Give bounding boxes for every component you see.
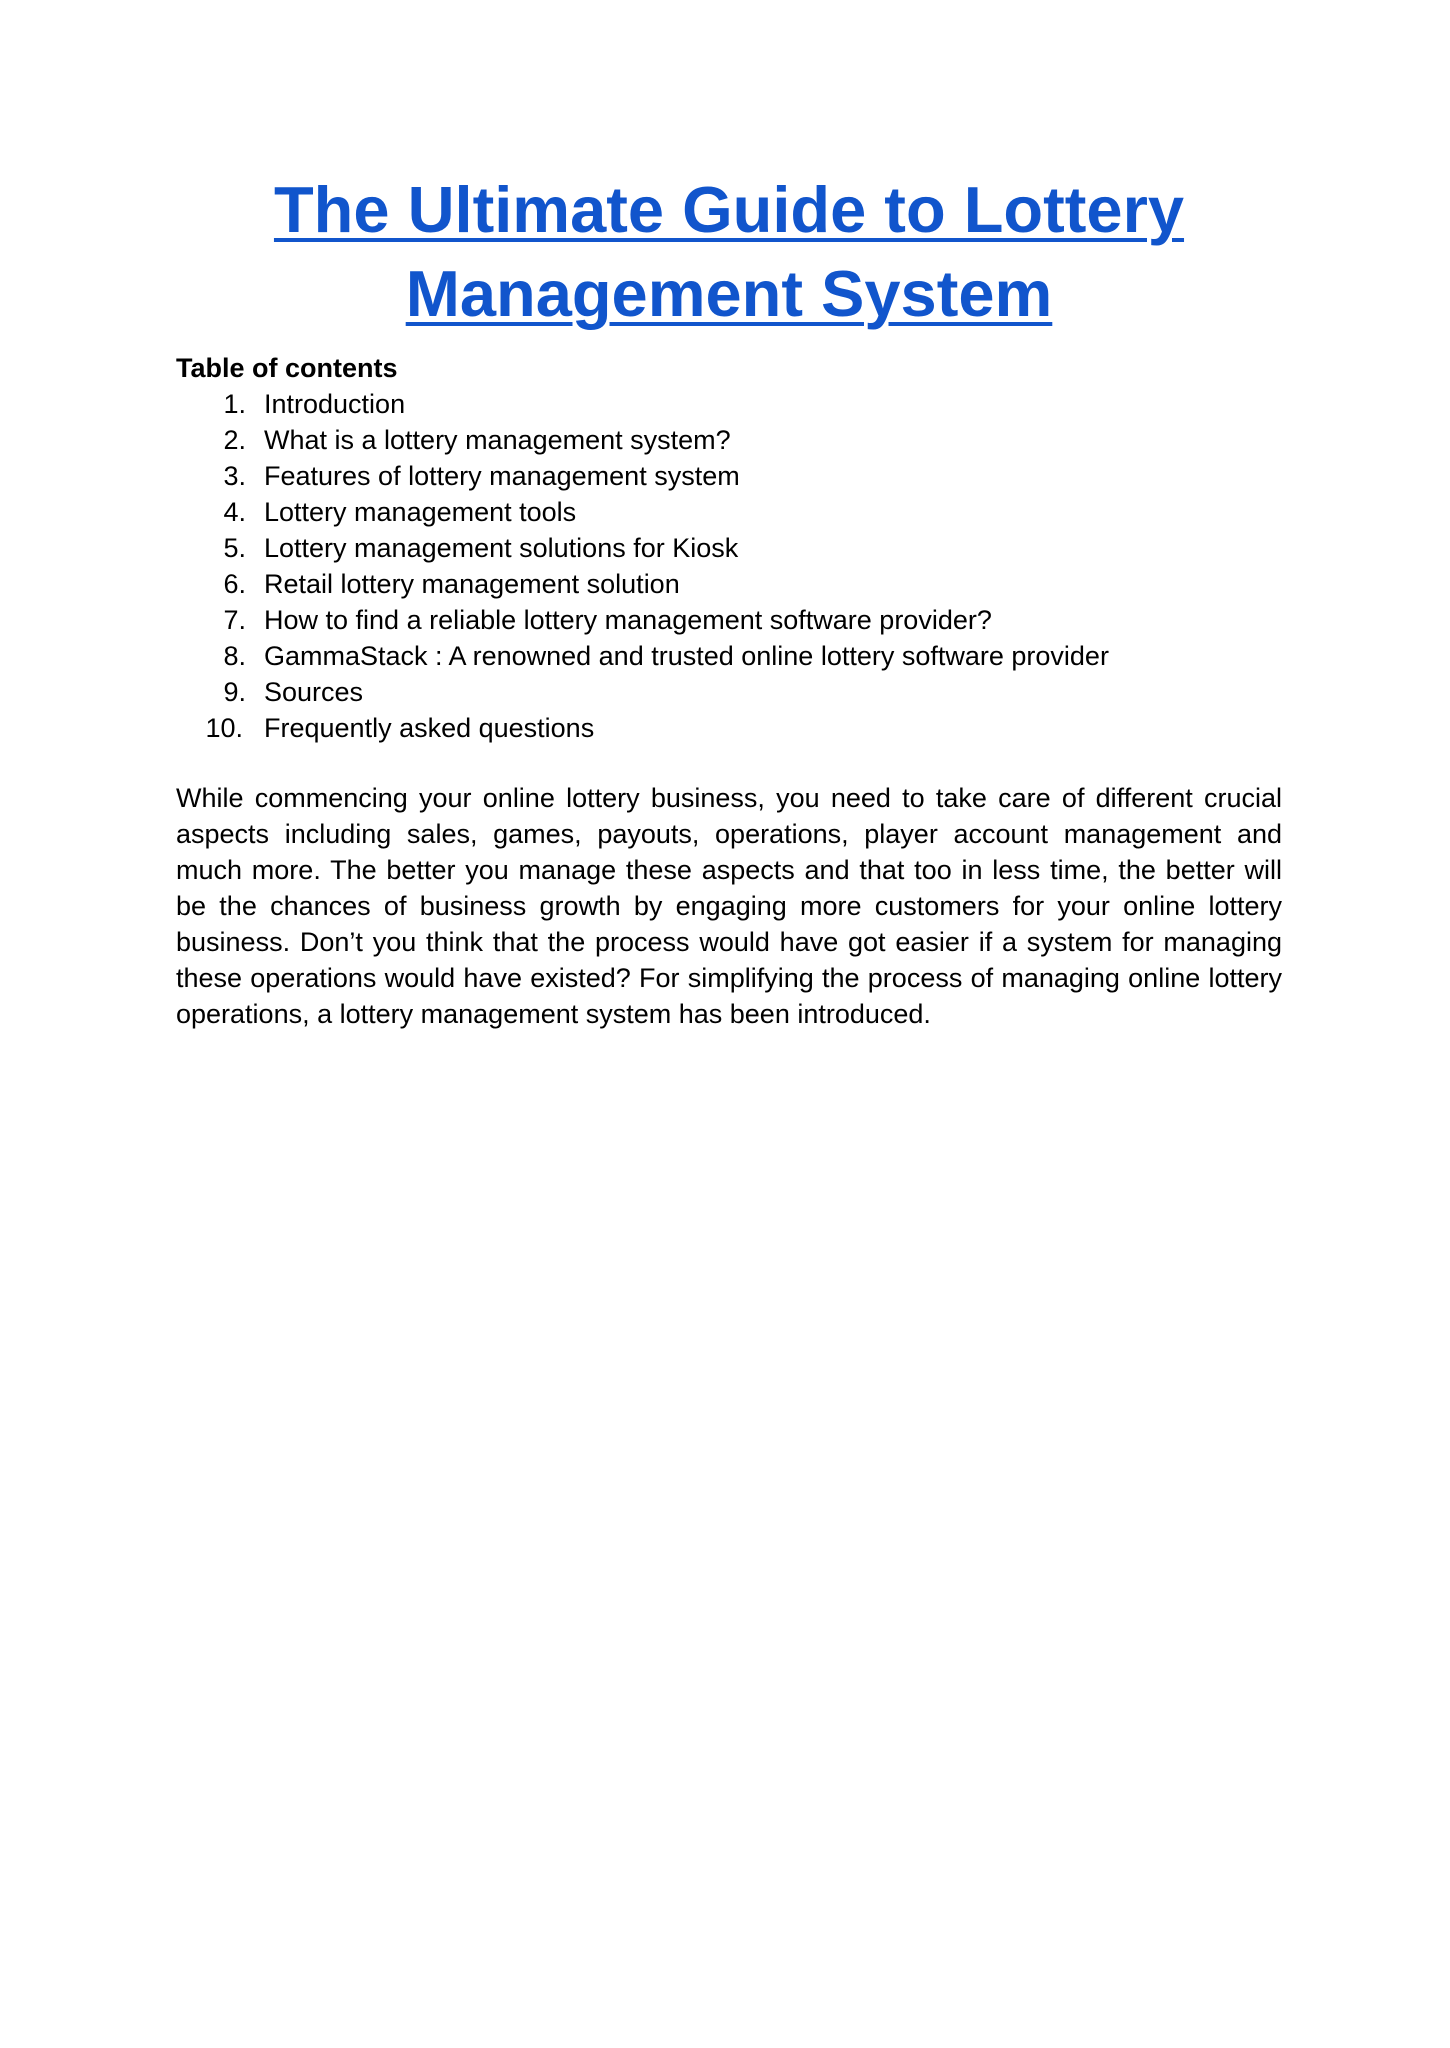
toc-item-features [176, 458, 1109, 494]
document-title [176, 168, 1282, 336]
toc-item-number: 7. [223, 605, 246, 635]
toc-item-sources [176, 674, 1109, 710]
toc-item-number: 8. [223, 641, 246, 671]
toc-item-text: Sources [264, 677, 364, 707]
toc-item-text: Retail lottery management solution [264, 569, 680, 599]
toc-item-kiosk [176, 530, 1109, 566]
title-line-2: Management System [405, 257, 1053, 330]
toc-item-number: 2. [223, 425, 246, 455]
toc-item-text: GammaStack : A renowned and trusted online lottery software provider [264, 641, 1109, 671]
toc-item-number: 3. [223, 461, 246, 491]
title-link[interactable] [274, 173, 1184, 330]
toc-item-gammastack [176, 638, 1109, 674]
toc-item-number: 1. [223, 389, 246, 419]
toc-item-number: 5. [223, 533, 246, 563]
table-of-contents [176, 386, 1109, 746]
toc-item-what-is [176, 422, 1109, 458]
toc-item-text: What is a lottery management system? [264, 425, 731, 455]
toc-item-retail [176, 566, 1109, 602]
toc-item-text: Lottery management tools [264, 497, 577, 527]
toc-item-text: Frequently asked questions [264, 713, 595, 743]
toc-item-number: 10. [205, 713, 243, 743]
toc-item-number: 9. [223, 677, 246, 707]
toc-item-provider [176, 602, 1109, 638]
toc-item-introduction [176, 386, 1109, 422]
toc-item-faq [176, 710, 1109, 746]
toc-item-number: 4. [223, 497, 246, 527]
title-line-1: The Ultimate Guide to Lottery [273, 173, 1185, 246]
toc-item-text: Introduction [264, 389, 406, 419]
intro-paragraph: While commencing your online lottery business, you need to take care of different crucial aspects including sales, games, payouts, operations, player account management and much more. The better you manage these aspects and that too in less time, the better will be the chances of business growth by engaging more customers for your online lottery business. Don’t you think that the process would have got easier if a system for managing these operations would have existed? For simplifying the process of managing online lottery operations, a lottery management system has been introduced. [176, 783, 1282, 1029]
toc-heading: Table of contents [176, 353, 398, 383]
toc-item-tools [176, 494, 1109, 530]
toc-item-text: How to find a reliable lottery management software provider? [264, 605, 992, 635]
toc-item-text: Lottery management solutions for Kiosk [264, 533, 739, 563]
toc-item-text: Features of lottery management system [264, 461, 740, 491]
toc-item-number: 6. [223, 569, 246, 599]
